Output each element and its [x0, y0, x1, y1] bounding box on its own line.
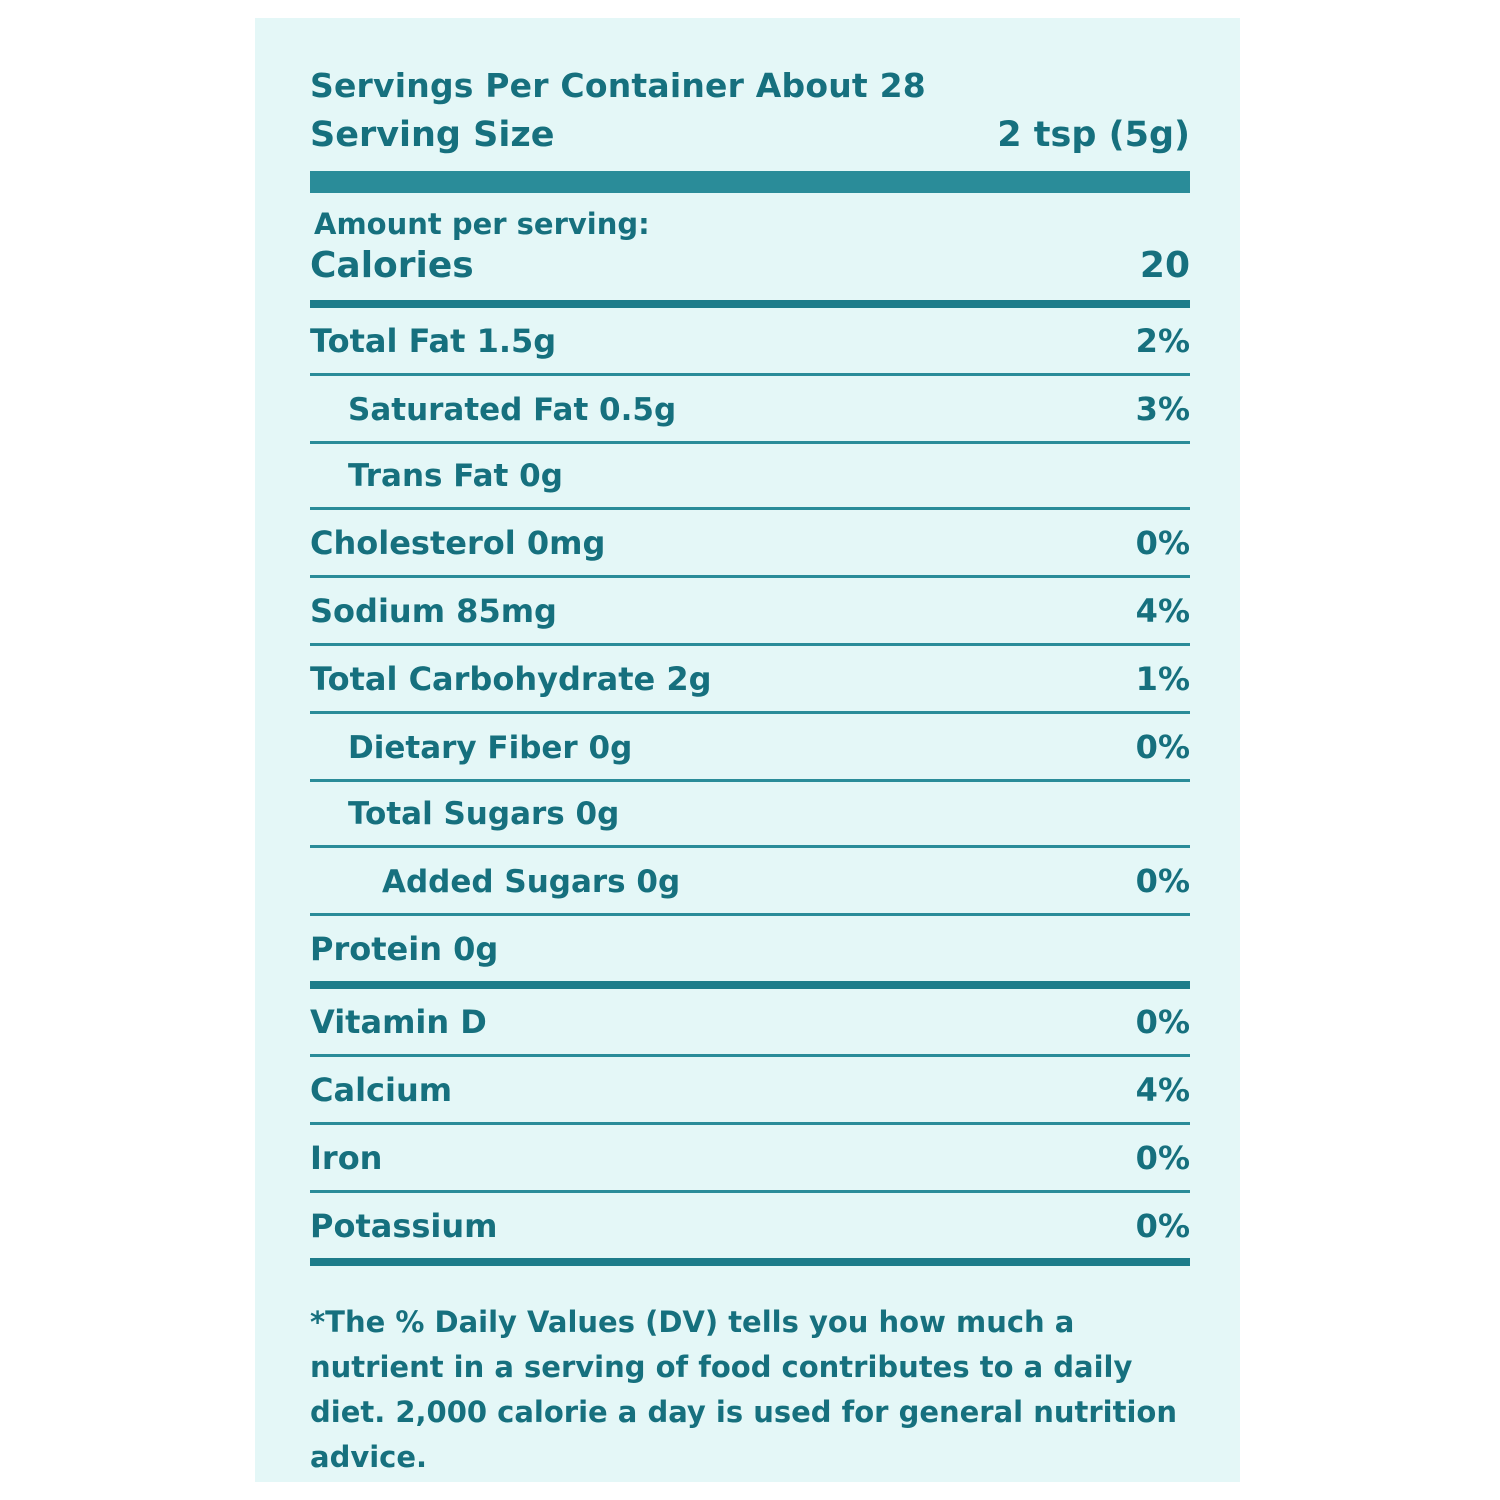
nutrient-label: Potassium: [310, 1207, 498, 1245]
nutrient-value: 4%: [1135, 1071, 1190, 1109]
nutrients-section: [310, 308, 1190, 981]
servings-per-container: Servings Per Container About 28: [310, 66, 926, 105]
nutrient-value: 1%: [1135, 660, 1190, 698]
divider-medium-bottom: [310, 1258, 1190, 1266]
table-row: [310, 1057, 1190, 1125]
table-row: [310, 1193, 1190, 1258]
nutrient-value: 0%: [1135, 1207, 1190, 1245]
table-row: [310, 782, 1190, 848]
table-row: [310, 578, 1190, 646]
nutrient-value: 3%: [1135, 390, 1190, 428]
nutrient-value: 0%: [1135, 1003, 1190, 1041]
divider-thick-top: [310, 171, 1190, 193]
amount-per-serving-label: Amount per serving:: [314, 207, 650, 241]
serving-size-row: [310, 115, 1190, 167]
table-row: [310, 444, 1190, 510]
nutrient-value: 0%: [1135, 728, 1190, 766]
nutrient-label: Saturated Fat 0.5g: [348, 392, 677, 428]
table-row: [310, 916, 1190, 981]
nutrient-value: 0%: [1135, 862, 1190, 900]
table-row: [310, 1125, 1190, 1193]
calories-value: 20: [1139, 245, 1190, 286]
nutrient-label: Protein 0g: [310, 930, 499, 968]
table-row: [310, 714, 1190, 782]
nutrient-label: Sodium 85mg: [310, 592, 557, 630]
divider-medium-protein: [310, 981, 1190, 989]
table-row: [310, 376, 1190, 444]
nutrient-value: 0%: [1135, 524, 1190, 562]
nutrient-label: Calcium: [310, 1071, 453, 1109]
nutrient-label: Total Sugars 0g: [348, 796, 620, 832]
nutrient-value: 0%: [1135, 1139, 1190, 1177]
nutrient-label: Trans Fat 0g: [348, 458, 563, 494]
nutrient-value: 4%: [1135, 592, 1190, 630]
nutrient-label: Iron: [310, 1139, 383, 1177]
table-row: [310, 646, 1190, 714]
calories-label: Calories: [310, 245, 474, 286]
nutrient-label: Vitamin D: [310, 1003, 487, 1041]
serving-size-value: 2 tsp (5g): [997, 115, 1190, 155]
vitamins-section: [310, 989, 1190, 1258]
nutrient-value: 2%: [1135, 322, 1190, 360]
serving-size-label: Serving Size: [310, 115, 555, 155]
nutrition-facts-content: [310, 66, 1190, 1480]
table-row: [310, 510, 1190, 578]
nutrient-label: Total Fat 1.5g: [310, 322, 557, 360]
calories-row: [310, 245, 1190, 300]
daily-value-footnote: *The % Daily Values (DV) tells you how much a nutrient in a serving of food contributes to a daily diet. 2,000 calorie a day is used for general nutrition advice.: [310, 1305, 1177, 1474]
nutrient-label: Dietary Fiber 0g: [348, 730, 633, 766]
nutrient-label: Total Carbohydrate 2g: [310, 660, 712, 698]
table-row: [310, 308, 1190, 376]
table-row: [310, 989, 1190, 1057]
nutrient-label: Cholesterol 0mg: [310, 524, 606, 562]
nutrient-label: Added Sugars 0g: [382, 864, 681, 900]
nutrition-facts-panel: [255, 18, 1240, 1482]
table-row: [310, 848, 1190, 916]
divider-medium-calories: [310, 300, 1190, 308]
